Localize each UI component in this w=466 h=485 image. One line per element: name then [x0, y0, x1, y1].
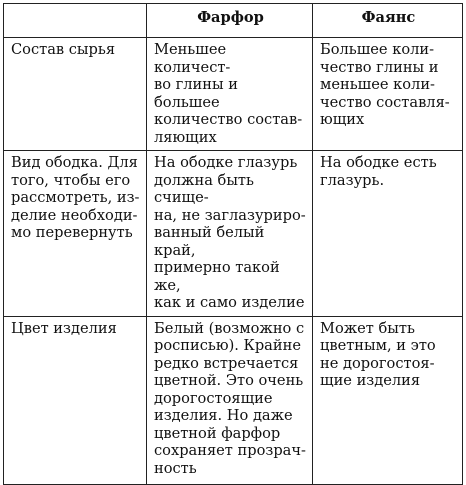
row-label: Цвет изделия	[11, 319, 117, 337]
comparison-table	[3, 3, 463, 485]
faience-cell	[313, 38, 463, 151]
faience-text: Большее коли- чество глины и меньшее коли- чество составля- ющих	[320, 41, 450, 128]
header-porcelain: Фарфор	[147, 4, 313, 38]
table-row	[4, 316, 463, 484]
porcelain-cell	[147, 316, 313, 484]
porcelain-text: Белый (возможно с росписью). Крайне редко встречается цветной. Это очень дорогостоящие изделия. Но даже цветной фарфор сохраняет прозрач- ность	[154, 319, 306, 477]
row-label: Состав сырья	[11, 41, 116, 58]
porcelain-cell	[147, 151, 313, 317]
faience-text: На ободке есть глазурь.	[320, 154, 437, 189]
faience-cell	[313, 151, 463, 317]
faience-cell	[313, 316, 463, 484]
row-label: Вид ободка. Для того, чтобы его рассмотреть, из- делие необходи- мо перевернуть	[11, 154, 140, 241]
row-label-cell	[4, 38, 147, 151]
porcelain-cell	[147, 38, 313, 151]
table-row	[4, 151, 463, 317]
porcelain-text: На ободке глазурь должна быть счище- на, не заглазуриро- ванный белый край, примерно такой же, как и само изделие	[154, 154, 306, 311]
header-faience: Фаянс	[313, 4, 463, 38]
porcelain-text: Меньшее количест- во глины и большее количество состав- ляющих	[154, 41, 303, 146]
row-label-cell	[4, 151, 147, 317]
header-row	[4, 4, 463, 38]
faience-text: Может быть цветным, и это не дорогостоя- щие изделия	[320, 319, 436, 389]
row-label-cell	[4, 316, 147, 484]
header-empty-cell	[4, 4, 147, 38]
table-row	[4, 38, 463, 151]
